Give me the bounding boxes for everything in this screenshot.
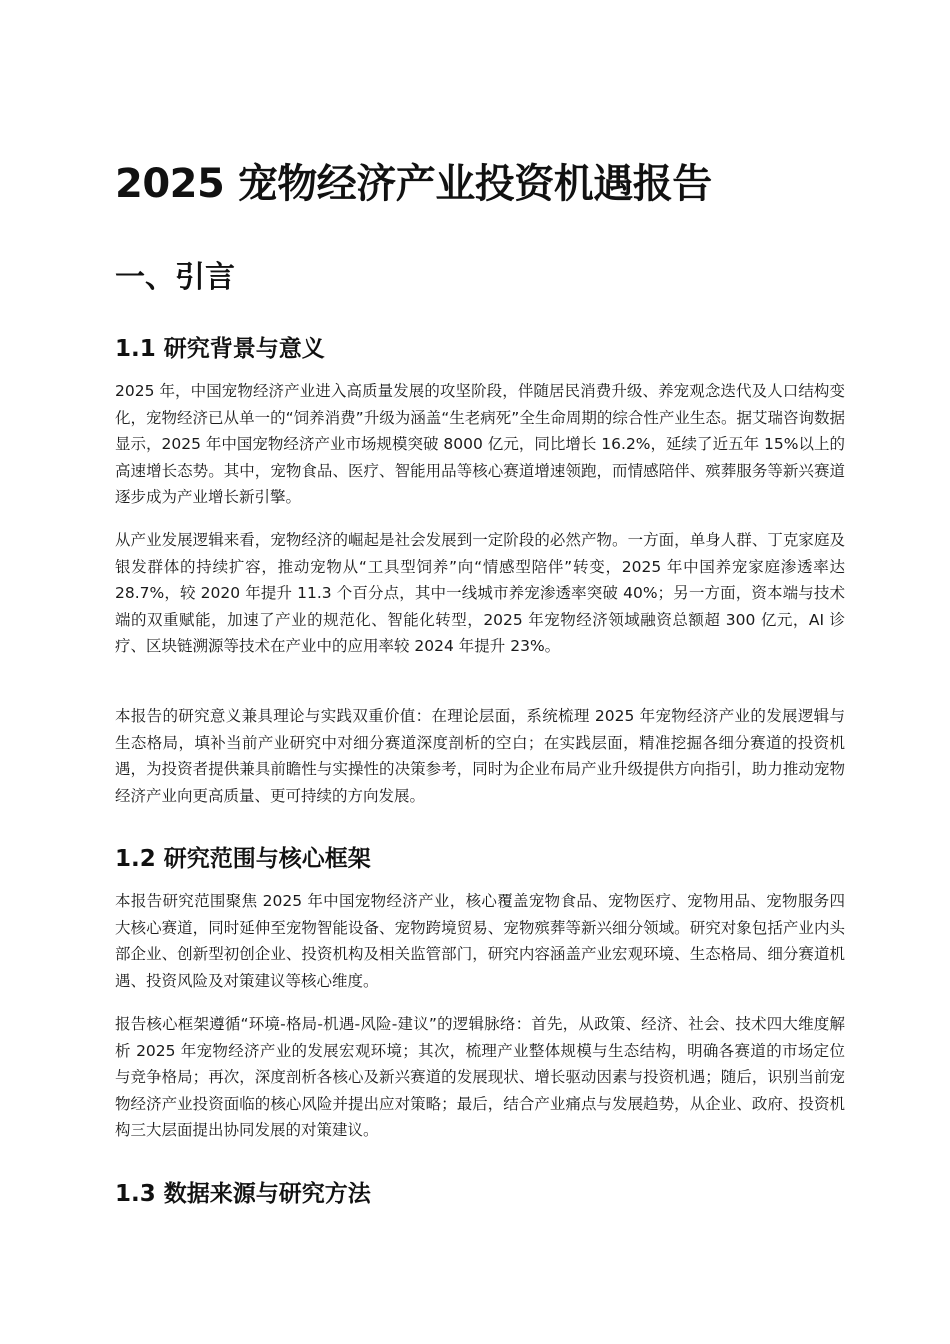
paragraph-1-1-a: 2025 年，中国宠物经济产业进入高质量发展的攻坚阶段，伴随居民消费升级、养宠观念迭代及人口结构变化，宠物经济已从单一的“饲养消费”升级为涵盖“生老病死”全生命周期的综合性产业生态。据艾瑞咨询数据显示，2025 年中国宠物经济产业市场规模突破 8000 亿元，同比增长 16.2%，延续了近五年 15%以上的高速增长态势。其中，宠物食品、医疗、智能用品等核心赛道增速领跑，而情感陪伴、殡葬服务等新兴赛道逐步成为产业增长新引擎。 [115, 382, 845, 506]
paragraph-1-2-b: 报告核心框架遵循“环境-格局-机遇-风险-建议”的逻辑脉络：首先，从政策、经济、社会、技术四大维度解析 2025 年宠物经济产业的发展宏观环境；其次，梳理产业整体规模与生态结构，明确各赛道的市场定位与竞争格局；再次，深度剖析各核心及新兴赛道的发展现状、增长驱动因素与投资机遇；随后，识别当前宠物经济产业投资面临的核心风险并提出应对策略；最后，结合产业痛点与发展趋势，从企业、政府、投资机构三大层面提出协同发展的对策建议。 [115, 1015, 845, 1139]
paragraph-1-2-a: 本报告研究范围聚焦 2025 年中国宠物经济产业，核心覆盖宠物食品、宠物医疗、宠物用品、宠物服务四大核心赛道，同时延伸至宠物智能设备、宠物跨境贸易、宠物殡葬等新兴细分领域。研究对象包括产业内头部企业、创新型初创企业、投资机构及相关监管部门，研究内容涵盖产业宏观环境、生态格局、细分赛道机遇、投资风险及对策建议等核心维度。 [115, 892, 845, 990]
subsection-heading-1-3: 1.3 数据来源与研究方法 [115, 1181, 371, 1207]
section-heading-introduction: 一、引言 [115, 260, 235, 295]
subsection-heading-1-2: 1.2 研究范围与核心框架 [115, 846, 371, 872]
subsection-heading-1-1: 1.1 研究背景与意义 [115, 336, 325, 362]
paragraph-1-1-b: 从产业发展逻辑来看，宠物经济的崛起是社会发展到一定阶段的必然产物。一方面，单身人群、丁克家庭及银发群体的持续扩容，推动宠物从“工具型饲养”向“情感型陪伴”转变，2025 年中国养宠家庭渗透率达 28.7%，较 2020 年提升 11.3 个百分点，其中一线城市养宠渗透率突破 40%；另一方面，资本端与技术端的双重赋能，加速了产业的规范化、智能化转型，2025 年宠物经济领域融资总额超 300 亿元，AI 诊疗、区块链溯源等技术在产业中的应用率较 2024 年提升 23%。 [115, 531, 845, 655]
document-title: 2025 宠物经济产业投资机遇报告 [115, 161, 712, 207]
paragraph-1-1-c: 本报告的研究意义兼具理论与实践双重价值：在理论层面，系统梳理 2025 年宠物经济产业的发展逻辑与生态格局，填补当前产业研究中对细分赛道深度剖析的空白；在实践层面，精准挖掘各细分赛道的投资机遇，为投资者提供兼具前瞻性与实操性的决策参考，同时为企业布局产业升级提供方向指引，助力推动宠物经济产业向更高质量、更可持续的方向发展。 [115, 707, 845, 805]
